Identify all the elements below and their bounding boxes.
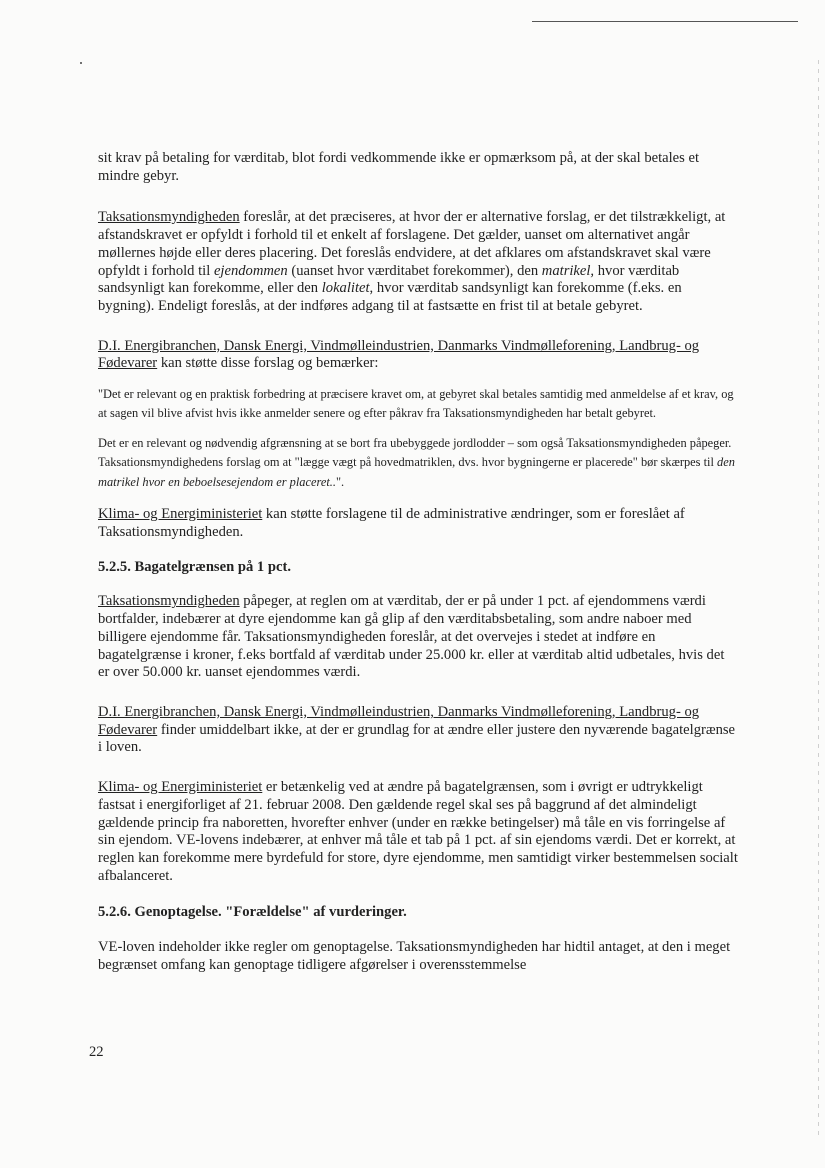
paragraph-ministry-support: Klima- og Energiministeriet kan støtte forslagene til de administrative ændringer, som er foreslået af Taksationsmyndigheden. — [98, 506, 685, 540]
header-rule — [532, 21, 798, 22]
paragraph-reopening: VE-loven indeholder ikke regler om genoptagelse. Taksationsmyndigheden har hidtil antaget, at den i meget begrænset omfang kan genoptage tidligere afgørelser i overensstemmelse — [98, 939, 731, 974]
section-heading-5-2-6: 5.2.6. Genoptagelse. "Forældelse" af vurderinger. — [98, 904, 407, 921]
body-text — [98, 150, 738, 975]
paragraph-ministry-threshold: Klima- og Energiministeriet er betænkelig ved at ændre på bagatelgrænsen, som i øvrigt er udtrykkeligt fastsat i energiforliget af 21. februar 2008. Den gældende regel skal ses på baggrund af det almindeligt gældende princip fra naboretten, hvorefter enhver (under en række betingelser) må tåle en vis forringelse af sin ejendom. VE-lovens indebærer, at enhver må tåle et tab på 1 pct. af sin ejendoms værdi. Det er korrekt, at reglen kan forekomme mere byrdefuld for store, dyre ejendomme, men samtidigt virker bestemmelsen socialt afbalanceret. — [98, 779, 738, 884]
entity-name: D.I. Energibranchen, Dansk Energi, Vindmølleindustrien, Danmarks Vindmølleforening, Landbrug- og Fødevarer — [98, 703, 700, 738]
entity-name: Klima- og Energiministeriet — [98, 506, 263, 523]
paragraph-threshold-proposal: Taksationsmyndigheden påpeger, at reglen om at værditab, der er på under 1 pct. af ejendommens værdi bortfalder, indebærer at dyre ejendomme kan gå glip af den værditabsbetaling, som andre naboer med billigere ejendomme får. Taksationsmyndigheden foreslår, at det overvejes i stedet at indføre en bagatelgrænse i kroner, f.eks bortfald af værditab under 25.000 kr. eller at værditab altid udbetales, hvis det er over 50.000 kr. uanset ejendommes værdi. — [98, 593, 725, 681]
entity-name: Taksationsmyndigheden — [98, 209, 240, 226]
section-heading-5-2-5: 5.2.5. Bagatelgrænsen på 1 pct. — [98, 559, 291, 576]
entity-name: D.I. Energibranchen, Dansk Energi, Vindmølleindustrien, Danmarks Vindmølleforening, Landbrug- og Fødevarer — [98, 337, 700, 372]
quote-paragraph-2: Det er en relevant og nødvendig afgrænsning at se bort fra ubebyggede jordlodder – som også Taksationsmyndigheden påpeger. Taksationsmyndighedens forslag om at "lægge vægt på hovedmatriklen, dvs. hvor bygningerne er placerede" bør skærpes til den matrikel hvor en beboelsesejendom er placeret..". — [98, 435, 735, 489]
paragraph-organisations-threshold: D.I. Energibranchen, Dansk Energi, Vindmølleindustrien, Danmarks Vindmølleforening, Landbrug- og Fødevarer finder umiddelbart ikke, at der er grundlag for at ændre eller justere den nyværende bagatelgrænse i loven. — [98, 703, 736, 756]
quote-paragraph-1: "Det er relevant og en praktisk forbedring at præcisere kravet om, at gebyret skal betales samtidig med anmeldelse af et krav, og at sagen vil blive afvist hvis ikke anmelder senere og efter påkrav fra Taksationsmyndigheden har betalt gebyret. — [98, 387, 734, 421]
entity-name: Taksationsmyndigheden — [98, 593, 240, 610]
paragraph-continuation: sit krav på betaling for værditab, blot fordi vedkommende ikke er opmærksom på, at der skal betales et mindre gebyr. — [98, 150, 700, 184]
scan-edge-line — [818, 60, 819, 1140]
entity-name: Klima- og Energiministeriet — [98, 779, 263, 796]
paragraph-taksation-proposal: Taksationsmyndigheden foreslår, at det præciseres, at hvor der er alternative forslag, er det tilstrækkeligt, at afstandskravet er opfyldt i forhold til et enkelt af forslagene. Det gælder, uanset om alternativet angår møllernes højde eller deres placering. Det foreslås endvidere, at det afklares om afstandskravet skal være opfyldt i forhold til ejendommen (uanset hvor værditabet forekommer), den matrikel, hvor værditab sandsynligt kan forekomme, eller den lokalitet, hvor værditab sandsynligt kan forekomme (f.eks. en bygning). Endeligt foreslås, at der indføres adgang til at fastsætte en frist til at betale gebyret. — [98, 209, 726, 314]
page-number: 22 — [89, 1044, 104, 1060]
scan-speck — [80, 62, 82, 64]
paragraph-organisations-support: D.I. Energibranchen, Dansk Energi, Vindmølleindustrien, Danmarks Vindmølleforening, Landbrug- og Fødevarer kan støtte disse forslag og bemærker: — [98, 337, 700, 372]
